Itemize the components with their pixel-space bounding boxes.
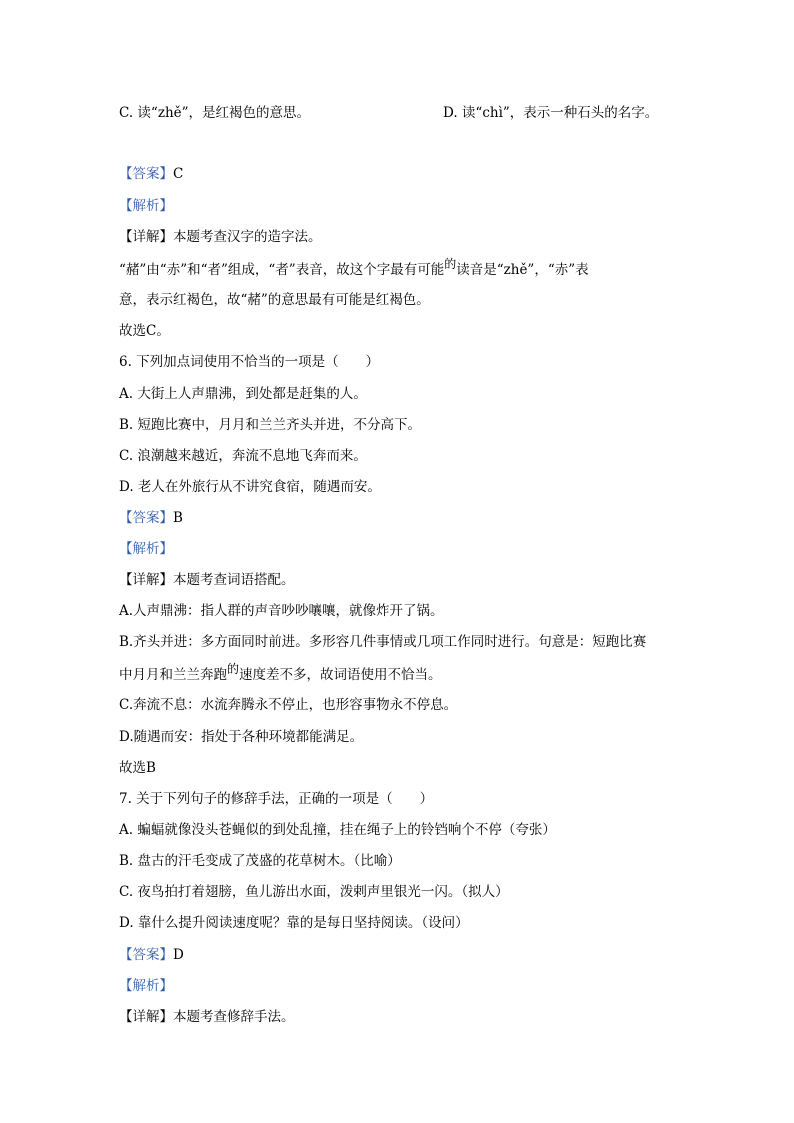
option-d: D. 读“chì”，表示一种石头的名字。 — [443, 105, 659, 121]
question-6-conclusion: 故选B — [119, 760, 156, 776]
conclusion: 故选C。 — [119, 323, 170, 339]
question-6-explanation-d: D.随遇而安：指处于各种环境都能满足。 — [119, 729, 364, 745]
question-7-answer — [119, 945, 184, 965]
question-6-explanation-c: C.奔流不息：水流奔腾永不停止，也形容事物永不停息。 — [119, 697, 458, 713]
detail-text: 本题考查汉字的造字法。 — [173, 229, 322, 245]
explanation-part: 中月月和兰兰奔跑 — [119, 667, 227, 683]
detail-line — [119, 227, 322, 247]
question-6-explanation-b-line-1: B.齐头并进：多方面同时前进。多形容几件事情或几项工作同时进行。句意是：短跑比赛 — [119, 634, 647, 650]
question-6-stem: 6. 下列加点词使用不恰当的一项是（ ） — [119, 354, 380, 370]
explanation-part: “赭”由“赤”和“者”组成，“者”表音，故这个字最有可能 — [119, 262, 445, 278]
analysis-label-text: 【解析】 — [119, 198, 173, 214]
question-7-option-c: C. 夜鸟拍打着翅膀，鱼儿游出水面，泼剌声里银光一闪。（拟人） — [119, 884, 509, 900]
detail-label: 【详解】 — [119, 572, 173, 588]
explanation-superscript: 的 — [227, 662, 240, 676]
analysis-label-text: 【解析】 — [119, 978, 173, 994]
analysis-label — [119, 196, 173, 216]
explanation-paragraph-line-1 — [119, 257, 589, 280]
detail-label: 【详解】 — [119, 1009, 173, 1025]
answer-value: B — [173, 510, 183, 526]
question-7-option-d: D. 靠什么提升阅读速度呢？靠的是每日坚持阅读。（设问） — [119, 915, 469, 931]
question-7-detail — [119, 1007, 295, 1027]
question-6-option-d: D. 老人在外旅行从不讲究食宿，随遇而安。 — [119, 479, 381, 495]
answer-value: D — [173, 947, 184, 963]
question-6-explanation-b-line-2 — [119, 662, 442, 685]
question-7-option-a: A. 蝙蝠就像没头苍蝇似的到处乱撞，挂在绳子上的铃铛响个不停（夸张） — [119, 822, 556, 838]
explanation-part: 读音是“zhě”，“赤”表 — [456, 262, 589, 278]
answer-value: C — [173, 166, 184, 182]
question-6-answer — [119, 508, 183, 528]
question-6-analysis-label — [119, 539, 173, 559]
option-c: C. 读“zhě”，是红褐色的意思。 — [119, 105, 311, 121]
question-6-option-c: C. 浪潮越来越近，奔流不息地飞奔而来。 — [119, 448, 367, 464]
explanation-part: 速度差不多，故词语使用不恰当。 — [239, 667, 442, 683]
question-6-option-a: A. 大街上人声鼎沸，到处都是赶集的人。 — [119, 386, 367, 402]
analysis-label-text: 【解析】 — [119, 541, 173, 557]
question-6-explanation-a: A.人声鼎沸：指人群的声音吵吵嚷嚷，就像炸开了锅。 — [119, 603, 444, 619]
question-6-option-b: B. 短跑比赛中，月月和兰兰齐头并进，不分高下。 — [119, 417, 422, 433]
detail-text: 本题考查修辞手法。 — [173, 1009, 295, 1025]
answer-label: 【答案】 — [119, 510, 173, 526]
answer-label: 【答案】 — [119, 947, 173, 963]
question-7-stem: 7. 关于下列句子的修辞手法，正确的一项是（ ） — [119, 791, 434, 807]
detail-label: 【详解】 — [119, 229, 173, 245]
question-6-detail — [119, 570, 295, 590]
detail-text: 本题考查词语搭配。 — [173, 572, 295, 588]
explanation-superscript: 的 — [444, 257, 457, 271]
question-7-analysis-label — [119, 976, 173, 996]
explanation-paragraph-line-2: 意，表示红褐色，故“赭”的意思最有可能是红褐色。 — [119, 292, 430, 308]
answer-line — [119, 164, 183, 184]
question-7-option-b: B. 盘古的汗毛变成了茂盛的花草树木。（比喻） — [119, 853, 401, 869]
answer-label: 【答案】 — [119, 166, 173, 182]
